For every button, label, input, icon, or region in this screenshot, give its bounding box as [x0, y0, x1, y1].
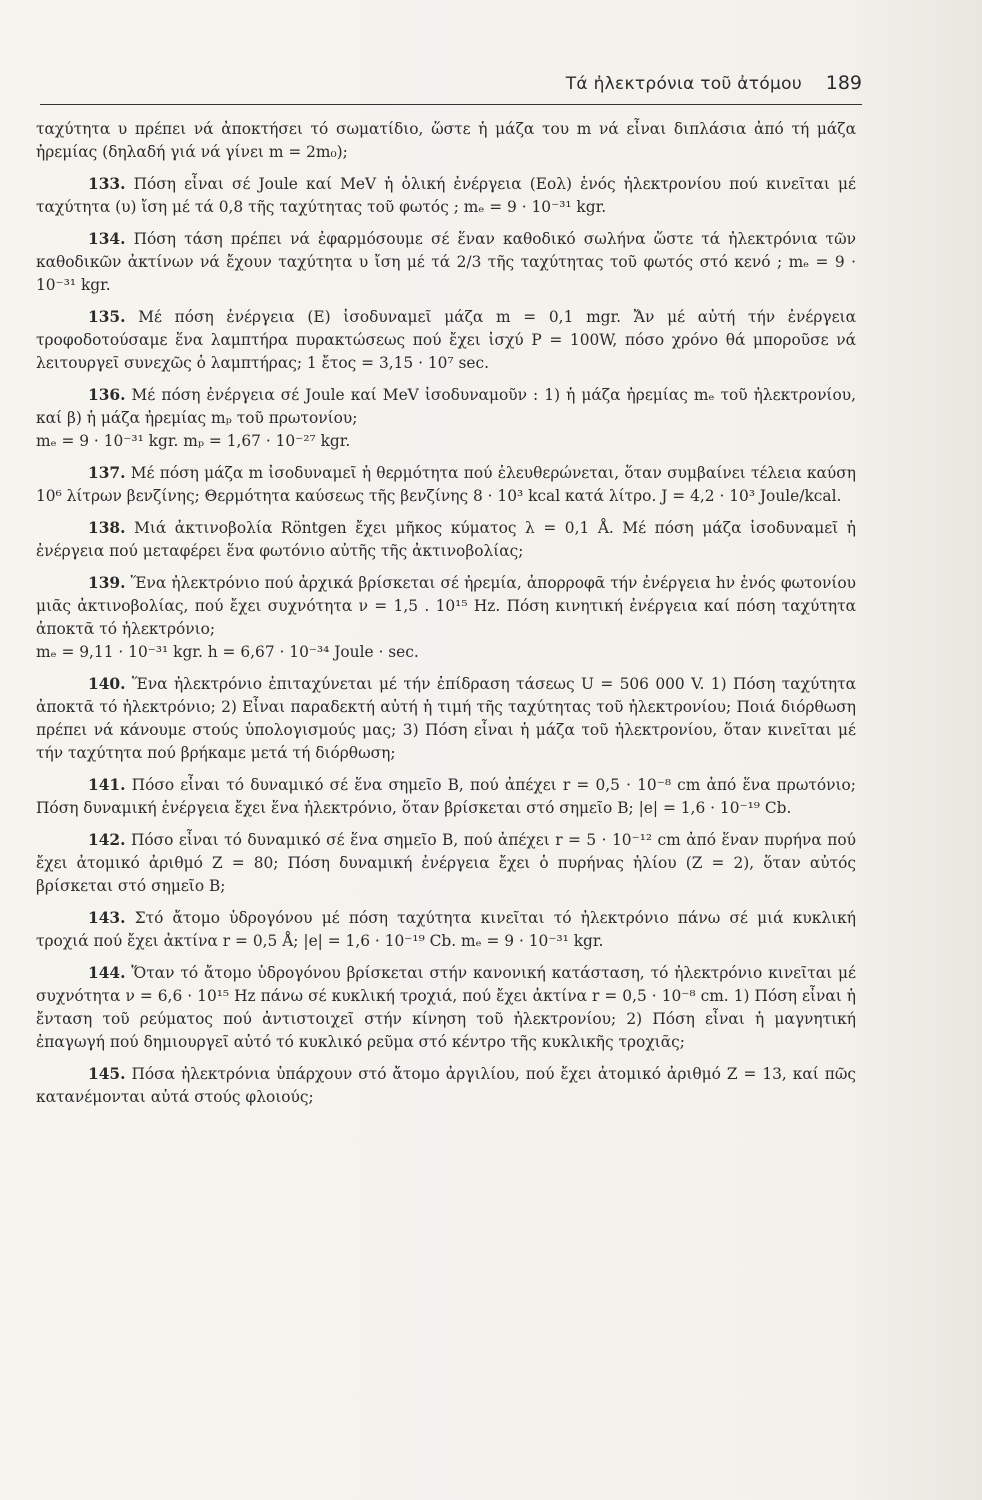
problem-135: [36, 306, 856, 375]
problem-133: [36, 173, 856, 219]
problem-145: [36, 1063, 856, 1109]
problem-number: 140.: [88, 675, 126, 693]
problem-140: [36, 673, 856, 765]
problem-text: Πόσο εἶναι τό δυναμικό σέ ἕνα σημεῖο B, πού ἀπέχει r = 5 · 10⁻¹² cm ἀπό ἕναν πυρήνα πού ἔχει ἀτομικό ἀριθμό Z = 80; Πόση δυναμική ἐνέργεια ἔχει ὁ πυρήνας ἡλίου (Z = 2), ὅταν αὐτός βρίσκεται στό σημεῖο B;: [36, 831, 856, 895]
problem-number: 133.: [88, 175, 126, 193]
problem-number: 145.: [88, 1065, 126, 1083]
problem-text: Ἕνα ἠλεκτρόνιο ἐπιταχύνεται μέ τήν ἐπίδραση τάσεως U = 506 000 V. 1) Πόση ταχύτητα ἀποκτᾶ τό ἠλεκτρόνιο; 2) Εἶναι παραδεκτή αὐτή ἡ τιμή τῆς ταχύτητας τοῦ ἠλεκτρονίου; Ποιά διόρθωση πρέπει νά κάνουμε στούς ὑπολογισμούς μας; 3) Πόση εἶναι ἡ μάζα τοῦ ἠλεκτρονίου, ὅταν κινεῖται μέ τήν ταχύτητα πού βρήκαμε μετά τή διόρθωση;: [36, 675, 856, 762]
problem-text: Πόσο εἶναι τό δυναμικό σέ ἕνα σημεῖο B, πού ἀπέχει r = 0,5 · 10⁻⁸ cm ἀπό ἕνα πρωτόνιο; Πόση δυναμική ἐνέργεια ἔχει ἕνα ἠλεκτρόνιο, ὅταν βρίσκεται στό σημεῖο B; |e| = 1,6 · 10⁻¹⁹ Cb.: [36, 776, 856, 817]
problem-144: [36, 962, 856, 1054]
problem-number: 142.: [88, 831, 126, 849]
problem-text: Μιά ἀκτινοβολία Röntgen ἔχει μῆκος κύματος λ = 0,1 Å. Μέ πόση μάζα ἰσοδυναμεῖ ἡ ἐνέργεια πού μεταφέρει ἕνα φωτόνιο αὐτῆς τῆς ἀκτινοβολίας;: [36, 519, 856, 560]
problem-143: [36, 907, 856, 953]
page-number: 189: [825, 72, 862, 94]
problem-142: [36, 829, 856, 898]
problem-number: 144.: [88, 964, 126, 982]
problem-141: [36, 774, 856, 820]
problem-number: 136.: [88, 386, 126, 404]
problem-text: Πόσα ἠλεκτρόνια ὑπάρχουν στό ἄτομο ἀργιλίου, πού ἔχει ἀτομικό ἀριθμό Z = 13, καί πῶς κατανέμονται αὐτά στούς φλοιούς;: [36, 1065, 856, 1106]
problem-139-data: mₑ = 9,11 · 10⁻³¹ kgr. h = 6,67 · 10⁻³⁴ Joule · sec.: [36, 643, 419, 661]
problem-136: [36, 384, 856, 453]
intro-paragraph: ταχύτητα υ πρέπει νά ἀποκτήσει τό σωματίδιο, ὥστε ἡ μάζα του m νά εἶναι διπλάσια ἀπό τή μάζα ἠρεμίας (δηλαδή γιά νά γίνει m = 2m₀);: [36, 120, 856, 161]
problem-136-data: mₑ = 9 · 10⁻³¹ kgr. mₚ = 1,67 · 10⁻²⁷ kgr.: [36, 432, 351, 450]
problem-text: Μέ πόση ἐνέργεια (E) ἰσοδυναμεῖ μάζα m = 0,1 mgr. Ἄν μέ αὐτή τήν ἐνέργεια τροφοδοτούσαμε ἕνα λαμπτήρα πυρακτώσεως πού ἔχει ἰσχύ P = 100W, πόσο χρόνο θά μποροῦσε νά λειτουργεῖ συνεχῶς ὁ λαμπτήρας; 1 ἔτος = 3,15 · 10⁷ sec.: [36, 308, 856, 372]
running-header: [40, 70, 862, 105]
problem-text: Στό ἄτομο ὑδρογόνου μέ πόση ταχύτητα κινεῖται τό ἠλεκτρόνιο πάνω σέ μιά κυκλική τροχιά πού ἔχει ἀκτίνα r = 0,5 Å; |e| = 1,6 · 10⁻¹⁹ Cb. mₑ = 9 · 10⁻³¹ kgr.: [36, 909, 856, 950]
page-content: [36, 118, 856, 1118]
problem-text: Μέ πόση ἐνέργεια σέ Joule καί MeV ἰσοδυναμοῦν : 1) ἡ μάζα ἠρεμίας mₑ τοῦ ἠλεκτρονίου, καί β) ἡ μάζα ἠρεμίας mₚ τοῦ πρωτονίου;: [36, 386, 856, 427]
problem-138: [36, 517, 856, 563]
problem-134: [36, 228, 856, 297]
problem-text: Πόση εἶναι σέ Joule καί MeV ἡ ὁλική ἐνέργεια (Eολ) ἑνός ἠλεκτρονίου πού κινεῖται μέ ταχύτητα (υ) ἴση μέ τά 0,8 τῆς ταχύτητας τοῦ φωτός ; mₑ = 9 · 10⁻³¹ kgr.: [36, 175, 856, 216]
problem-number: 138.: [88, 519, 126, 537]
problem-139: [36, 572, 856, 664]
problem-137: [36, 462, 856, 508]
problem-number: 134.: [88, 230, 126, 248]
problem-number: 139.: [88, 574, 126, 592]
problem-text: Ὅταν τό ἄτομο ὑδρογόνου βρίσκεται στήν κανονική κατάσταση, τό ἠλεκτρόνιο κινεῖται μέ συχνότητα ν = 6,6 · 10¹⁵ Hz πάνω σέ κυκλική τροχιά, πού ἔχει ἀκτίνα r = 0,5 · 10⁻⁸ cm. 1) Πόση εἶναι ἡ ἔνταση τοῦ ρεύματος πού ἀντιστοιχεῖ στήν κίνηση τοῦ ἠλεκτρονίου; 2) Πόση εἶναι ἡ μαγνητική ἐπαγωγή πού δημιουργεῖ αὐτό τό κυκλικό ρεῦμα στό κέντρο τῆς κυκλικῆς τροχιᾶς;: [36, 964, 856, 1051]
problem-number: 137.: [88, 464, 126, 482]
problem-number: 141.: [88, 776, 126, 794]
problem-text: Πόση τάση πρέπει νά ἐφαρμόσουμε σέ ἕναν καθοδικό σωλήνα ὥστε τά ἠλεκτρόνια τῶν καθοδικῶν ἀκτίνων νά ἔχουν ταχύτητα υ ἴση μέ τά 2/3 τῆς ταχύτητας τοῦ φωτός στό κενό ; mₑ = 9 · 10⁻³¹ kgr.: [36, 230, 856, 294]
problem-number: 143.: [88, 909, 126, 927]
problem-number: 135.: [88, 308, 126, 326]
problem-text: Μέ πόση μάζα m ἰσοδυναμεῖ ἡ θερμότητα πού ἐλευθερώνεται, ὅταν συμβαίνει τέλεια καύση 10⁶ λίτρων βενζίνης; Θερμότητα καύσεως τῆς βενζίνης 8 · 10³ kcal κατά λίτρο. J = 4,2 · 10³ Joule/kcal.: [36, 464, 856, 505]
header-title: Τά ἠλεκτρόνια τοῦ ἀτόμου: [565, 74, 802, 94]
problem-text: Ἕνα ἠλεκτρόνιο πού ἀρχικά βρίσκεται σέ ἠρεμία, ἀπορροφᾶ τήν ἐνέργεια hν ἑνός φωτονίου μιᾶς ἀκτινοβολίας, πού ἔχει συχνότητα ν = 1,5 . 10¹⁵ Hz. Πόση κινητική ἐνέργεια καί πόση ταχύτητα ἀποκτᾶ τό ἠλεκτρόνιο;: [36, 574, 856, 638]
